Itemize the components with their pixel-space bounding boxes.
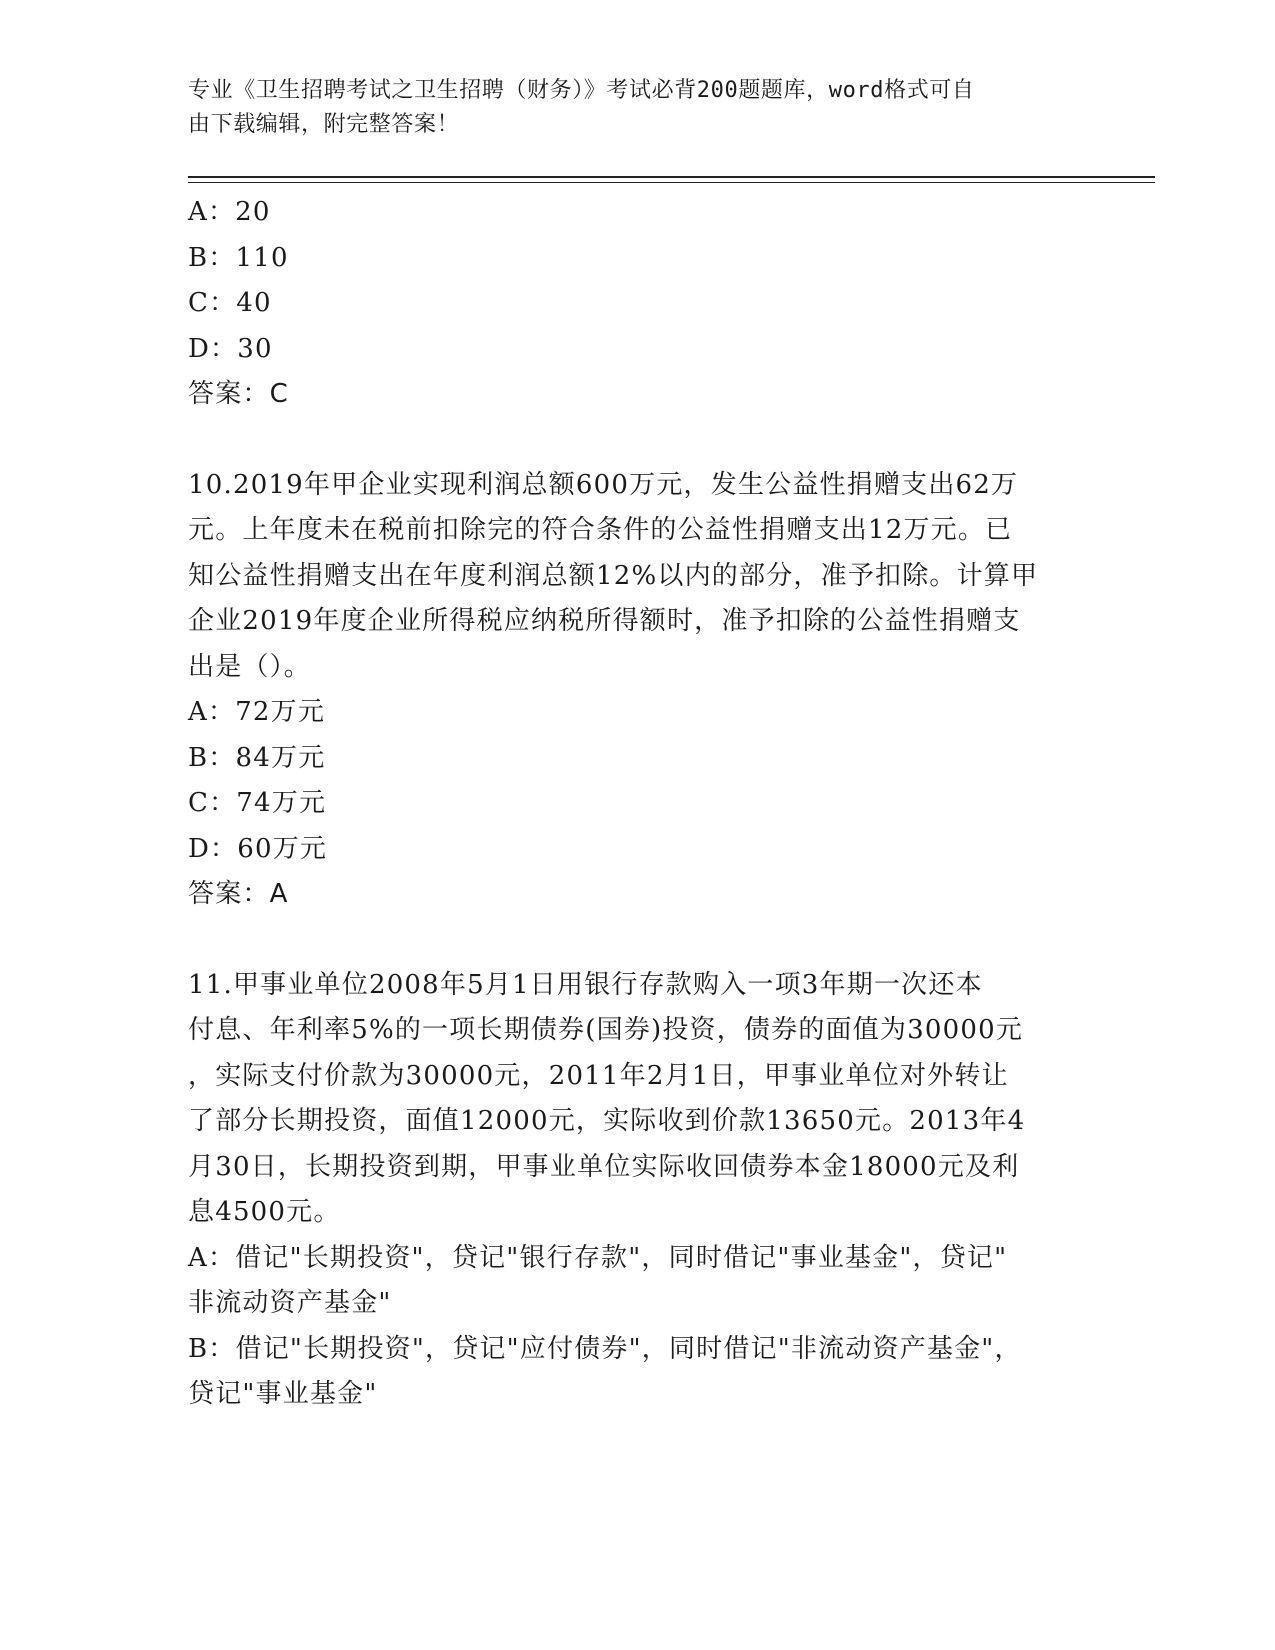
question-11-options — [188, 1236, 1068, 1418]
question-content — [188, 190, 1068, 1418]
question-10-line: 知公益性捐赠支出在年度利润总额12%以内的部分，准予扣除。计算甲 — [188, 560, 1039, 591]
question-11-line: 月30日，长期投资到期，甲事业单位实际收回债券本金18000元及利 — [188, 1151, 1020, 1182]
question-11-line: ，实际支付价款为30000元，2011年2月1日，甲事业单位对外转让 — [188, 1060, 1009, 1091]
header-divider-thin — [188, 182, 1155, 183]
question-11-line: 11.甲事业单位2008年5月1日用银行存款购入一项3年期一次还本 — [188, 969, 983, 1000]
question-10-answer: 答案：A — [188, 879, 289, 909]
option-a: A：72万元 — [188, 697, 326, 727]
option-c: C：40 — [188, 288, 272, 318]
option-a: A：20 — [188, 197, 271, 227]
question-10-line: 企业2019年度企业所得税应纳税所得额时，准予扣除的公益性捐赠支 — [188, 606, 1021, 636]
option-b-continued: 贷记"事业基金" — [188, 1379, 378, 1409]
option-d: D：30 — [188, 333, 273, 364]
header-line-2: 由下载编辑，附完整答案！ — [188, 112, 460, 137]
option-c: C：74万元 — [188, 788, 327, 818]
question-10-line: 出是（）。 — [188, 651, 312, 682]
question-10-stem — [188, 463, 1068, 691]
option-a-continued: 非流动资产基金" — [188, 1288, 392, 1318]
option-d: D：60万元 — [188, 833, 328, 864]
question-11-line: 付息、年利率5%的一项长期债券(国券)投资，债券的面值为30000元 — [188, 1015, 1024, 1045]
option-b: B：84万元 — [188, 742, 326, 773]
spacer — [188, 418, 1068, 463]
question-9-answer: 答案：C — [188, 379, 289, 409]
header-line-1: 专业《卫生招聘考试之卫生招聘（财务）》考试必背200题题库，word格式可自 — [188, 78, 975, 103]
question-10-line: 10.2019年甲企业实现利润总额600万元，发生公益性捐赠支出62万 — [188, 469, 1019, 500]
option-b: B：借记"长期投资"，贷记"应付债券"，同时借记"非流动资产基金"， — [188, 1333, 1022, 1364]
question-10-line: 元。上年度未在税前扣除完的符合条件的公益性捐赠支出12万元。已 — [188, 515, 1013, 545]
question-11-line: 息4500元。 — [188, 1197, 341, 1227]
option-a: A：借记"长期投资"，贷记"银行存款"，同时借记"事业基金"，贷记" — [188, 1242, 1008, 1273]
document-header — [188, 74, 1068, 142]
spacer — [188, 918, 1068, 963]
question-11-line: 了部分长期投资，面值12000元，实际收到价款13650元。2013年4 — [188, 1106, 1026, 1136]
header-divider-thick — [188, 176, 1155, 178]
option-b: B：110 — [188, 242, 289, 273]
question-10-options — [188, 690, 1068, 872]
question-9-options — [188, 190, 1068, 372]
question-11-stem — [188, 963, 1068, 1236]
